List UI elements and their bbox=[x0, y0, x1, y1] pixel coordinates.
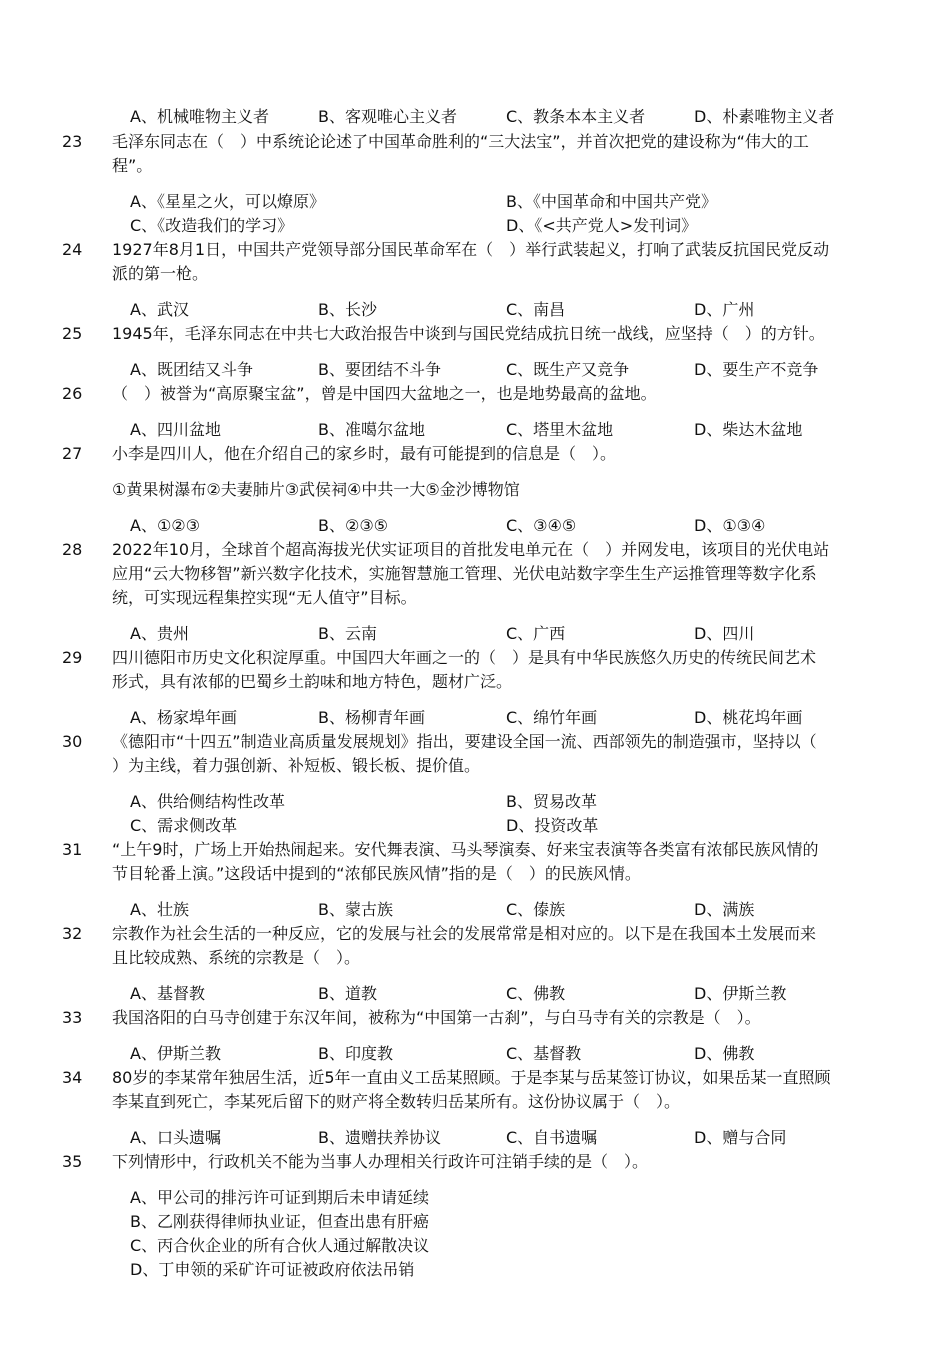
question-stem: “上午9时，广场上开始热闹起来。安代舞表演、马头琴演奏、好来宝表演等各类富有浓郁民族风情的 bbox=[112, 840, 819, 859]
option-d: D、投资改革 bbox=[506, 816, 599, 835]
question-number: 35 bbox=[62, 1152, 83, 1171]
option-d: D、四川 bbox=[694, 624, 755, 643]
option-c: C、南昌 bbox=[506, 300, 566, 319]
option-b: B、准噶尔盆地 bbox=[318, 420, 425, 439]
option-b: B、贸易改革 bbox=[506, 792, 597, 811]
option-b: B、印度教 bbox=[318, 1044, 393, 1063]
option-b: B、杨柳青年画 bbox=[318, 708, 425, 727]
question-number: 23 bbox=[62, 132, 83, 151]
question-stem-continued: 节目轮番上演。”这段话中提到的“浓郁民族风情”指的是（ ）的民族风情。 bbox=[112, 864, 641, 883]
q22-options bbox=[130, 106, 890, 128]
option-c: C、既生产又竞争 bbox=[506, 360, 630, 379]
option-a: A、壮族 bbox=[130, 900, 189, 919]
option-d: D、广州 bbox=[694, 300, 755, 319]
question-stem-continued: 程”。 bbox=[112, 156, 153, 175]
option-b: B、《中国革命和中国共产党》 bbox=[506, 192, 717, 211]
q28-options bbox=[130, 623, 890, 645]
q34-options bbox=[130, 1127, 890, 1149]
option-d: D、丁申领的采矿许可证被政府依法吊销 bbox=[130, 1260, 415, 1279]
option-a: A、基督教 bbox=[130, 984, 205, 1003]
question-items: ①黄果树瀑布②夫妻肺片③武侯祠④中共一大⑤金沙博物馆 bbox=[112, 480, 520, 499]
option-c: C、③④⑤ bbox=[506, 516, 577, 535]
option-d: D、伊斯兰教 bbox=[694, 984, 787, 1003]
q33-options bbox=[130, 1043, 890, 1065]
option-d: D、桃花坞年画 bbox=[694, 708, 803, 727]
option-d: D、赠与合同 bbox=[694, 1128, 787, 1147]
q31-options bbox=[130, 899, 890, 921]
option-b: B、乙刚获得律师执业证，但查出患有肝癌 bbox=[130, 1212, 429, 1231]
question-stem: 宗教作为社会生活的一种反应，它的发展与社会的发展常常是相对应的。以下是在我国本土发展而来 bbox=[112, 924, 817, 943]
option-c: C、丙合伙企业的所有合伙人通过解散决议 bbox=[130, 1236, 430, 1255]
option-a: A、口头遗嘱 bbox=[130, 1128, 221, 1147]
option-d: D、佛教 bbox=[694, 1044, 755, 1063]
question-stem-continued: 派的第一枪。 bbox=[112, 264, 209, 283]
question-number: 29 bbox=[62, 648, 83, 667]
option-d: D、朴素唯物主义者 bbox=[694, 107, 835, 126]
question-number: 31 bbox=[62, 840, 83, 859]
question-stem-continued: 统，可实现远程集控实现“无人值守”目标。 bbox=[112, 588, 417, 607]
question-stem-continued: 形式，具有浓郁的巴蜀乡土韵味和地方特色，题材广泛。 bbox=[112, 672, 513, 691]
option-a: A、既团结又斗争 bbox=[130, 360, 253, 379]
option-c: C、傣族 bbox=[506, 900, 566, 919]
option-a: A、《星星之火，可以燎原》 bbox=[130, 192, 325, 211]
option-b: B、要团结不斗争 bbox=[318, 360, 441, 379]
question-stem-continued: 应用“云大物移智”新兴数字化技术，实施智慧施工管理、光伏电站数字孪生生产运推管理等数字化系 bbox=[112, 564, 817, 583]
option-d: D、满族 bbox=[694, 900, 755, 919]
option-c: C、自书遗嘱 bbox=[506, 1128, 598, 1147]
option-c: C、基督教 bbox=[506, 1044, 582, 1063]
question-number: 33 bbox=[62, 1008, 83, 1027]
question-stem: 我国洛阳的白马寺创建于东汉年间，被称为“中国第一古刹”，与白马寺有关的宗教是（ ）。 bbox=[112, 1008, 761, 1027]
option-a: A、伊斯兰教 bbox=[130, 1044, 221, 1063]
option-a: A、供给侧结构性改革 bbox=[130, 792, 285, 811]
option-a: A、甲公司的排污许可证到期后未申请延续 bbox=[130, 1188, 429, 1207]
q23-options-row2 bbox=[130, 215, 890, 237]
option-b: B、云南 bbox=[318, 624, 377, 643]
option-c: C、佛教 bbox=[506, 984, 566, 1003]
question-number: 27 bbox=[62, 444, 83, 463]
question-number: 25 bbox=[62, 324, 83, 343]
option-b: B、长沙 bbox=[318, 300, 377, 319]
option-c: C、绵竹年画 bbox=[506, 708, 598, 727]
option-b: B、道教 bbox=[318, 984, 377, 1003]
option-d: D、①③④ bbox=[694, 516, 766, 535]
option-c: C、需求侧改革 bbox=[130, 816, 238, 835]
q23-options-row1 bbox=[130, 191, 890, 213]
question-stem: 毛泽东同志在（ ）中系统论论述了中国革命胜利的“三大法宝”，并首次把党的建设称为“伟大的工 bbox=[112, 132, 809, 151]
q30-options-row2 bbox=[130, 815, 890, 837]
question-number: 30 bbox=[62, 732, 83, 751]
question-stem-continued: 李某直到死亡，李某死后留下的财产将全数转归岳某所有。这份协议属于（ ）。 bbox=[112, 1092, 681, 1111]
q30-options-row1 bbox=[130, 791, 890, 813]
option-c: C、广西 bbox=[506, 624, 566, 643]
question-number: 26 bbox=[62, 384, 83, 403]
option-a: A、①②③ bbox=[130, 516, 200, 535]
q27-options bbox=[130, 515, 890, 537]
question-stem-continued: 且比较成熟、系统的宗教是（ ）。 bbox=[112, 948, 361, 967]
question-number: 32 bbox=[62, 924, 83, 943]
question-stem: 下列情形中，行政机关不能为当事人办理相关行政许可注销手续的是（ ）。 bbox=[112, 1152, 649, 1171]
option-d: D、《<共产党人>发刊词》 bbox=[506, 216, 698, 235]
option-b: B、②③⑤ bbox=[318, 516, 389, 535]
q26-options bbox=[130, 419, 890, 441]
option-b: B、客观唯心主义者 bbox=[318, 107, 457, 126]
option-b: B、遗赠扶养协议 bbox=[318, 1128, 441, 1147]
question-stem: 《德阳市“十四五”制造业高质量发展规划》指出，要建设全国一流、西部领先的制造强市，坚持以（ bbox=[112, 732, 817, 751]
option-a: A、杨家埠年画 bbox=[130, 708, 237, 727]
option-a: A、武汉 bbox=[130, 300, 189, 319]
question-stem-continued: ）为主线，着力强创新、补短板、锻长板、提价值。 bbox=[112, 756, 481, 775]
question-stem: 四川德阳市历史文化积淀厚重。中国四大年画之一的（ ）是具有中华民族悠久历史的传统民间艺术 bbox=[112, 648, 817, 667]
question-stem: 1945年，毛泽东同志在中共七大政治报告中谈到与国民党结成抗日统一战线，应坚持（ ）的方针。 bbox=[112, 324, 825, 343]
option-c: C、塔里木盆地 bbox=[506, 420, 614, 439]
q32-options bbox=[130, 983, 890, 1005]
option-a: A、四川盆地 bbox=[130, 420, 221, 439]
option-a: A、机械唯物主义者 bbox=[130, 107, 269, 126]
question-stem: 小李是四川人，他在介绍自己的家乡时，最有可能提到的信息是（ ）。 bbox=[112, 444, 617, 463]
question-number: 24 bbox=[62, 240, 83, 259]
question-number: 34 bbox=[62, 1068, 83, 1087]
option-b: B、蒙古族 bbox=[318, 900, 393, 919]
q25-options bbox=[130, 359, 890, 381]
question-stem: 2022年10月，全球首个超高海拔光伏实证项目的首批发电单元在（ ）并网发电，该项目的光伏电站 bbox=[112, 540, 830, 559]
question-number: 28 bbox=[62, 540, 83, 559]
q24-options bbox=[130, 299, 890, 321]
q29-options bbox=[130, 707, 890, 729]
question-stem: 80岁的李某常年独居生活，近5年一直由义工岳某照顾。于是李某与岳某签订协议，如果岳某一直照顾 bbox=[112, 1068, 831, 1087]
option-a: A、贵州 bbox=[130, 624, 189, 643]
question-stem: （ ）被誉为“高原聚宝盆”，曾是中国四大盆地之一，也是地势最高的盆地。 bbox=[112, 384, 657, 403]
option-c: C、教条本本主义者 bbox=[506, 107, 646, 126]
question-stem: 1927年8月1日，中国共产党领导部分国民革命军在（ ）举行武装起义，打响了武装反抗国民党反动 bbox=[112, 240, 830, 259]
option-d: D、柴达木盆地 bbox=[694, 420, 803, 439]
option-d: D、要生产不竞争 bbox=[694, 360, 819, 379]
option-c: C、《改造我们的学习》 bbox=[130, 216, 294, 235]
